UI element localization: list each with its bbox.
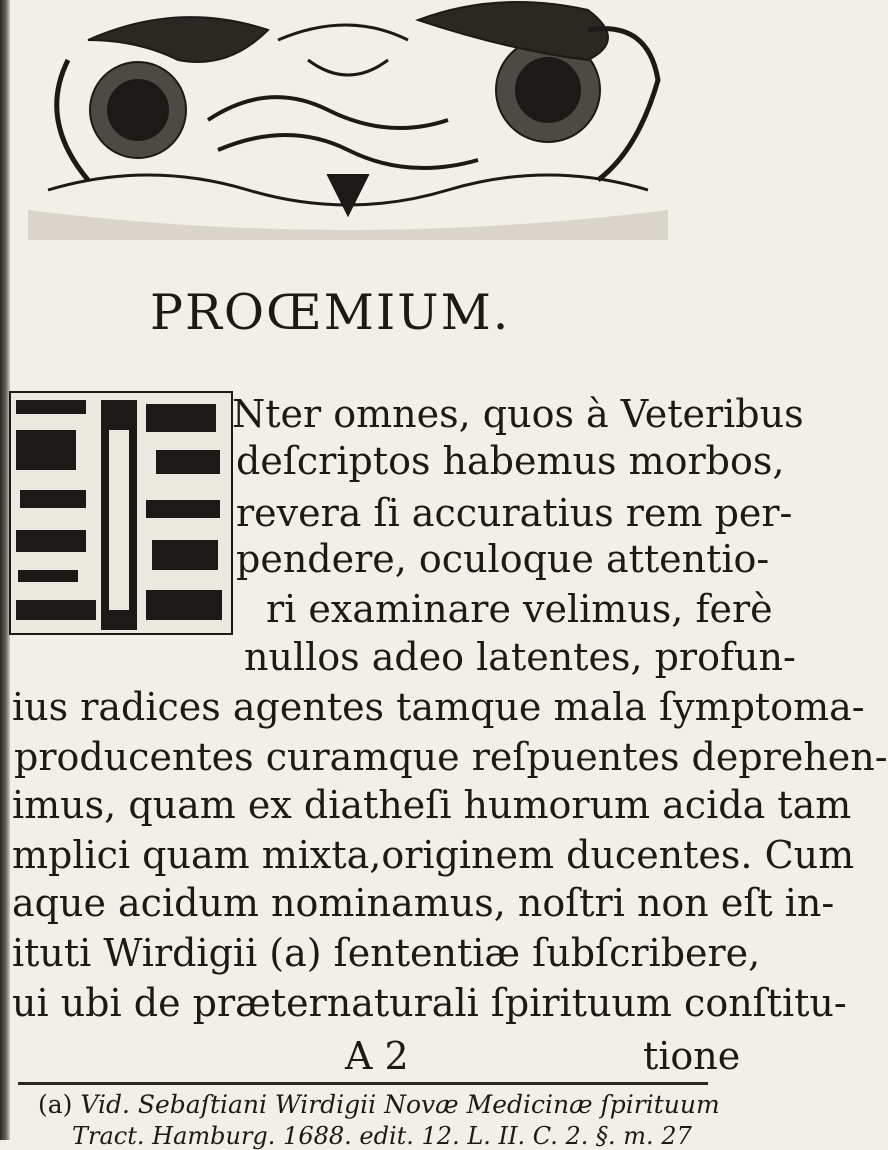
- body-line: ui ubi de præternaturali ſpirituum conſtitu-: [12, 981, 847, 1025]
- footnote-rule: [18, 1082, 708, 1085]
- footnote-text: Vid. Sebaſtiani Wirdigii Novæ Medicinæ ſpirituum: [80, 1090, 720, 1119]
- body-line: Nter omnes, quos à Veteribus: [232, 392, 804, 436]
- body-line: ri examinare velimus, ferè: [266, 587, 773, 631]
- signature-mark: A 2: [345, 1034, 409, 1078]
- body-line: nullos adeo latentes, profun-: [244, 635, 796, 679]
- footnote-line: [38, 1092, 720, 1117]
- body-line: deſcriptos habemus morbos,: [236, 439, 785, 483]
- catchword: tione: [643, 1034, 741, 1078]
- ornamental-initial-icon: [6, 390, 236, 638]
- body-line: imus, quam ex diatheſi humorum acida tam: [12, 783, 852, 827]
- body-line: mplici quam mixta,originem ducentes. Cum: [12, 833, 855, 877]
- body-line: ituti Wirdigii (a) ſententiæ ſubſcribere,: [12, 931, 761, 975]
- body-line: pendere, oculoque attentio-: [236, 537, 770, 581]
- sunflower-headpiece-icon: [28, 0, 668, 240]
- body-line: revera ſi accuratius rem per-: [236, 491, 793, 535]
- page-title: PROŒMIUM.: [150, 284, 511, 341]
- footnote-mark: (a): [38, 1090, 73, 1119]
- body-line: producentes curamque reſpuentes deprehen-: [14, 735, 888, 779]
- body-line: ius radices agentes tamque mala ſymptoma-: [12, 685, 865, 729]
- body-line: aque acidum nominamus, noſtri non eſt in-: [12, 881, 835, 925]
- footnote-line: Tract. Hamburg. 1688. edit. 12. L. II. C. 2. §. m. 27: [72, 1122, 692, 1150]
